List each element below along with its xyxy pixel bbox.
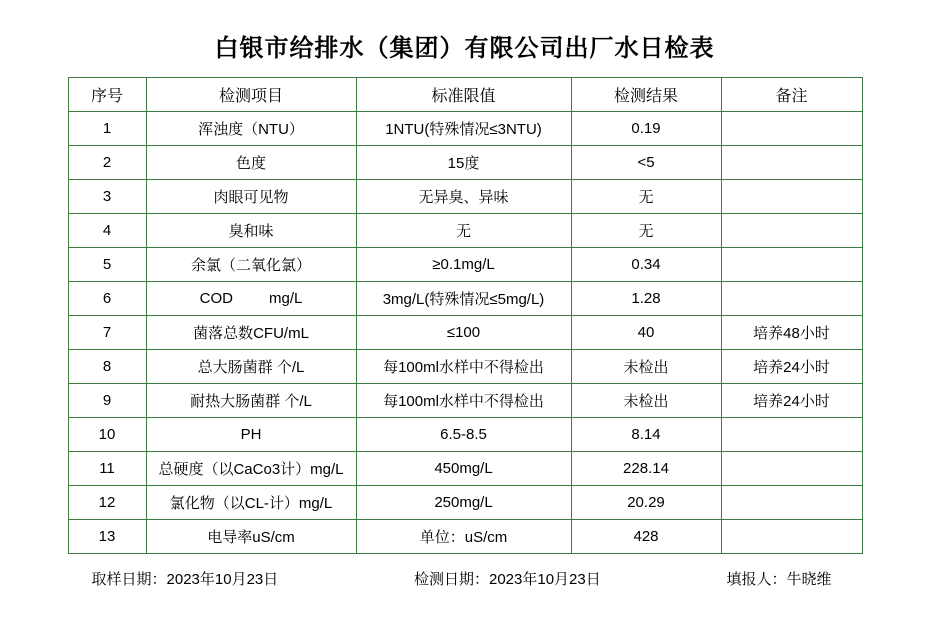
- report-page: [0, 28, 929, 641]
- reporter: [726, 568, 831, 589]
- cell-result: 8.14: [571, 418, 721, 452]
- cell-note: [721, 520, 862, 554]
- cell-no: 8: [68, 350, 146, 384]
- table-row: [68, 214, 862, 248]
- cell-item: 色度: [146, 146, 356, 180]
- cell-note: [721, 282, 862, 316]
- cell-item: PH: [146, 418, 356, 452]
- cell-item: 浑浊度（NTU）: [146, 112, 356, 146]
- cell-item: [146, 282, 356, 316]
- cell-result: 40: [571, 316, 721, 350]
- cell-standard: ≥0.1mg/L: [356, 248, 571, 282]
- cell-result: 1.28: [571, 282, 721, 316]
- cell-item: 臭和味: [146, 214, 356, 248]
- test-date-label: 检测日期：: [413, 571, 489, 588]
- cell-note: [721, 112, 862, 146]
- cell-item: 总大肠菌群 个/L: [146, 350, 356, 384]
- table-row: [68, 282, 862, 316]
- column-header-note: 备注: [721, 78, 862, 112]
- cell-result: 未检出: [571, 350, 721, 384]
- cell-note: 培养48小时: [721, 316, 862, 350]
- cell-standard: 3mg/L(特殊情况≤5mg/L): [356, 282, 571, 316]
- cell-item: 菌落总数CFU/mL: [146, 316, 356, 350]
- cell-result: 未检出: [571, 384, 721, 418]
- column-header-result: 检测结果: [571, 78, 721, 112]
- reporter-label: 填报人：: [726, 571, 787, 588]
- cell-standard: 每100ml水样中不得检出: [356, 384, 571, 418]
- cell-standard: 6.5-8.5: [356, 418, 571, 452]
- cell-note: 培养24小时: [721, 350, 862, 384]
- cell-item-name: COD: [199, 290, 233, 307]
- cell-note: [721, 452, 862, 486]
- cell-no: 3: [68, 180, 146, 214]
- table-row: [68, 112, 862, 146]
- cell-note: [721, 214, 862, 248]
- cell-standard: 250mg/L: [356, 486, 571, 520]
- cell-no: 5: [68, 248, 146, 282]
- cell-no: 7: [68, 316, 146, 350]
- cell-standard: 15度: [356, 146, 571, 180]
- table-row: [68, 316, 862, 350]
- cell-result: 228.14: [571, 452, 721, 486]
- water-quality-table: [68, 77, 863, 554]
- cell-result: <5: [571, 146, 721, 180]
- cell-note: [721, 418, 862, 452]
- cell-item: 电导率uS/cm: [146, 520, 356, 554]
- cell-standard: 无: [356, 214, 571, 248]
- cell-no: 6: [68, 282, 146, 316]
- cell-standard: 1NTU(特殊情况≤3NTU): [356, 112, 571, 146]
- test-date-value: 2023年10月23日: [489, 571, 601, 588]
- table-row: [68, 248, 862, 282]
- report-table-container: [68, 77, 862, 554]
- cell-result: 20.29: [571, 486, 721, 520]
- table-row: [68, 180, 862, 214]
- cell-no: 10: [68, 418, 146, 452]
- table-row: [68, 452, 862, 486]
- table-row: [68, 146, 862, 180]
- cell-result: 428: [571, 520, 721, 554]
- cell-no: 13: [68, 520, 146, 554]
- cell-no: 1: [68, 112, 146, 146]
- table-body: [68, 112, 862, 554]
- cell-standard: 无异臭、异味: [356, 180, 571, 214]
- cell-result: 0.19: [571, 112, 721, 146]
- column-header-std: 标准限值: [356, 78, 571, 112]
- test-date: [414, 568, 601, 589]
- page-title: 白银市给排水（集团）有限公司出厂水日检表: [214, 35, 715, 62]
- column-header-item: 检测项目: [146, 78, 356, 112]
- cell-note: 培养24小时: [721, 384, 862, 418]
- column-header-no: 序号: [68, 78, 146, 112]
- cell-no: 4: [68, 214, 146, 248]
- cell-no: 9: [68, 384, 146, 418]
- table-row: [68, 520, 862, 554]
- cell-result: 无: [571, 214, 721, 248]
- cell-result: 无: [571, 180, 721, 214]
- cell-item: 耐热大肠菌群 个/L: [146, 384, 356, 418]
- table-row: [68, 418, 862, 452]
- cell-note: [721, 248, 862, 282]
- cell-standard: 单位：uS/cm: [356, 520, 571, 554]
- cell-no: 12: [68, 486, 146, 520]
- cell-no: 11: [68, 452, 146, 486]
- cell-item: 总硬度（以CaCo3计）mg/L: [146, 452, 356, 486]
- cell-note: [721, 486, 862, 520]
- report-footer: [68, 554, 862, 589]
- cell-standard: 每100ml水样中不得检出: [356, 350, 571, 384]
- cell-no: 2: [68, 146, 146, 180]
- cell-standard: 450mg/L: [356, 452, 571, 486]
- sample-date: [92, 568, 279, 589]
- sample-date-value: 2023年10月23日: [166, 571, 279, 588]
- cell-result: 0.34: [571, 248, 721, 282]
- table-row: [68, 350, 862, 384]
- cell-item: 氯化物（以CL-计）mg/L: [146, 486, 356, 520]
- cell-standard: ≤100: [356, 316, 571, 350]
- sample-date-label: 取样日期：: [91, 571, 167, 588]
- cell-note: [721, 180, 862, 214]
- cell-item-unit: mg/L: [268, 290, 303, 307]
- table-header-row: [68, 78, 862, 112]
- table-row: [68, 486, 862, 520]
- cell-item: 肉眼可见物: [146, 180, 356, 214]
- cell-item: 余氯（二氧化氯）: [146, 248, 356, 282]
- reporter-value: 牛晓维: [786, 571, 832, 588]
- cell-note: [721, 146, 862, 180]
- table-header: [68, 78, 862, 112]
- table-row: [68, 384, 862, 418]
